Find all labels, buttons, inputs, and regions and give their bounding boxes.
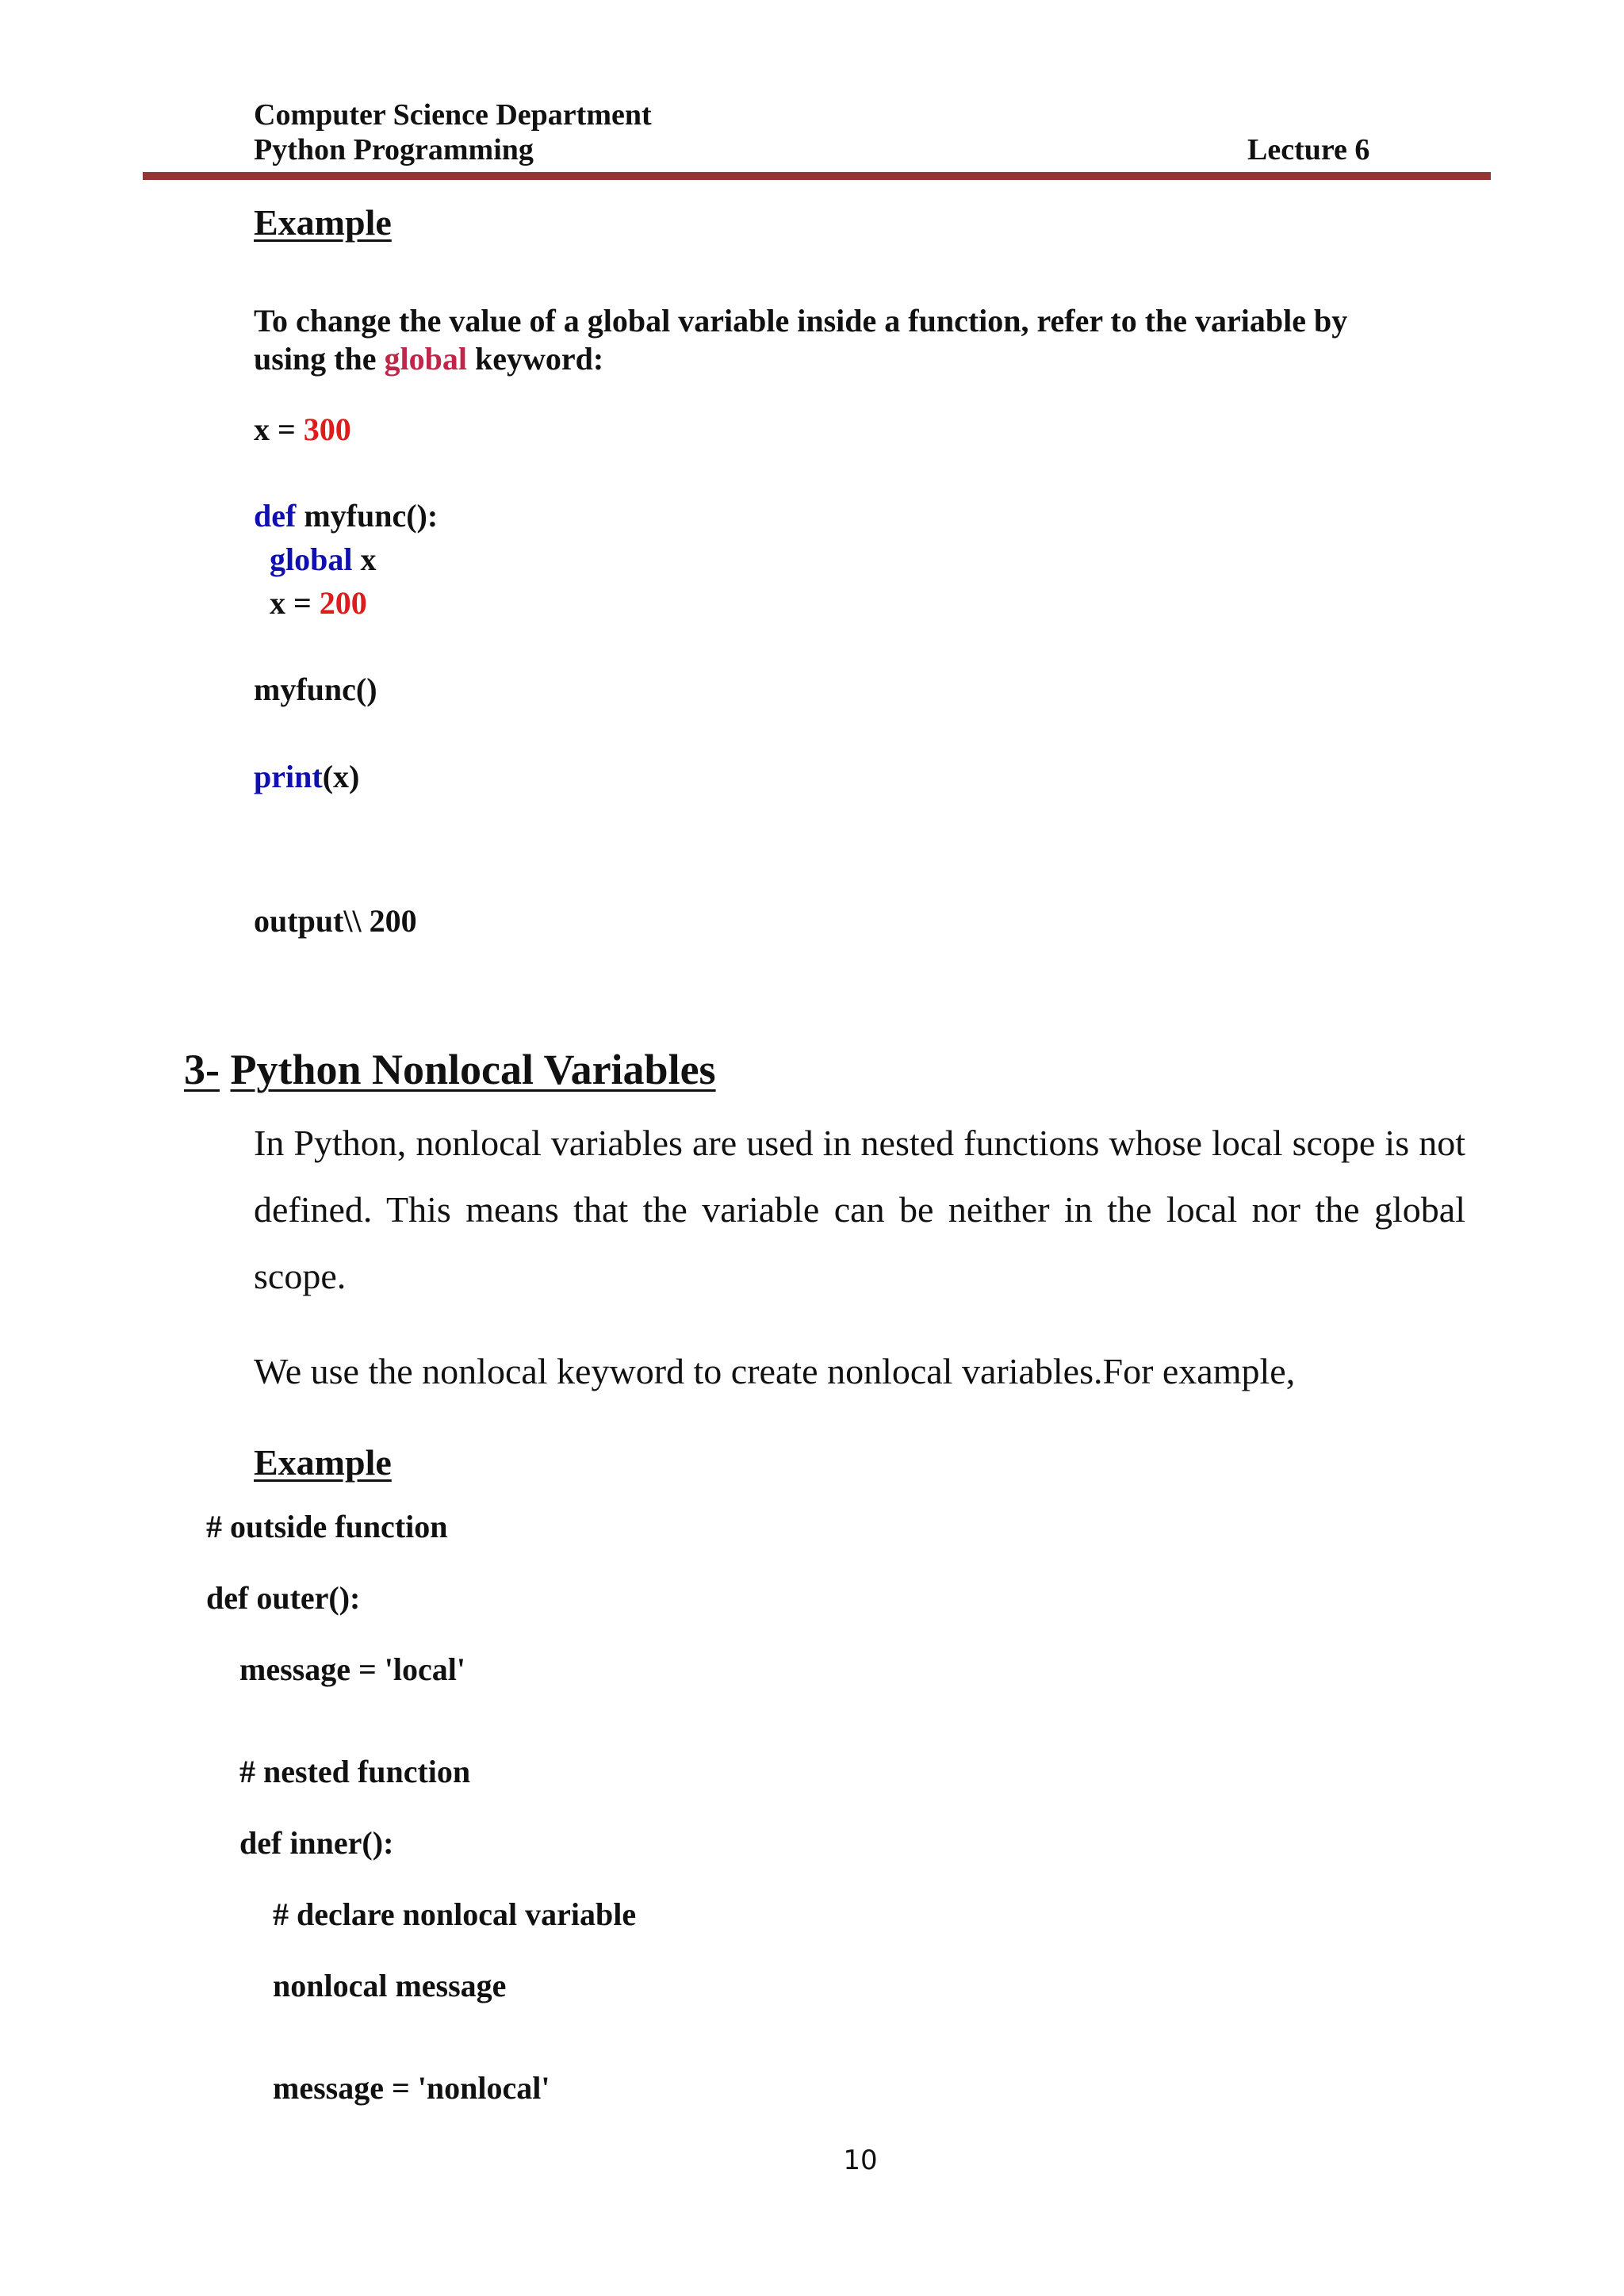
code-keyword: def [254, 498, 297, 534]
intro-text: keyword: [466, 341, 604, 377]
intro-text: using the [254, 341, 385, 377]
code-text: (x) [322, 759, 360, 794]
code-line [254, 411, 351, 449]
section-paragraph-1: In Python, nonlocal variables are used in nested functions whose local scope is not defined. This means that the variable can be neither in the local nor the global scope. [254, 1123, 1465, 1296]
code-line: # declare nonlocal variable [273, 1896, 637, 1932]
example-heading-2: Example [254, 1442, 392, 1483]
header-course: Python Programming [254, 133, 534, 166]
example1-intro-line1 [254, 302, 1347, 340]
code-keyword: global [270, 541, 353, 577]
header-department: Computer Science Department [254, 98, 652, 132]
header-lecture: Lecture 6 [1247, 133, 1370, 166]
code-number: 200 [319, 585, 367, 621]
code-line: myfunc() [254, 672, 377, 707]
code-text: x [352, 541, 377, 577]
code-line [254, 497, 438, 535]
section-heading [184, 1045, 716, 1094]
code-keyword: print [254, 759, 323, 794]
code-line [270, 541, 376, 579]
section-number: 3- [184, 1046, 220, 1093]
page-number: 10 [843, 2145, 878, 2176]
code-text: x = [254, 411, 304, 447]
intro-keyword: global [384, 341, 467, 377]
code-text: x = [270, 585, 320, 621]
code-text: myfunc(): [296, 498, 439, 534]
intro-text: To change the value of a global variable inside a function, refer to the variable by [254, 303, 1348, 339]
code-line: # nested function [239, 1754, 471, 1789]
code-number: 300 [303, 411, 351, 447]
example1-intro-line2 [254, 340, 603, 378]
code-line: def outer(): [206, 1580, 361, 1616]
header-rule [143, 172, 1491, 180]
code-output: output\\ 200 [254, 903, 417, 939]
code-line: nonlocal message [273, 1968, 507, 2003]
code-line: # outside function [206, 1509, 448, 1544]
code-line: message = 'nonlocal' [273, 2070, 550, 2106]
code-line: message = 'local' [239, 1651, 465, 1687]
code-line [270, 584, 367, 622]
section-title: Python Nonlocal Variables [230, 1046, 716, 1093]
code-line: def inner(): [239, 1825, 394, 1861]
code-line [254, 758, 359, 796]
section-paragraph-2: We use the nonlocal keyword to create nonlocal variables.For example, [254, 1351, 1296, 1391]
example-heading-1: Example [254, 202, 392, 243]
